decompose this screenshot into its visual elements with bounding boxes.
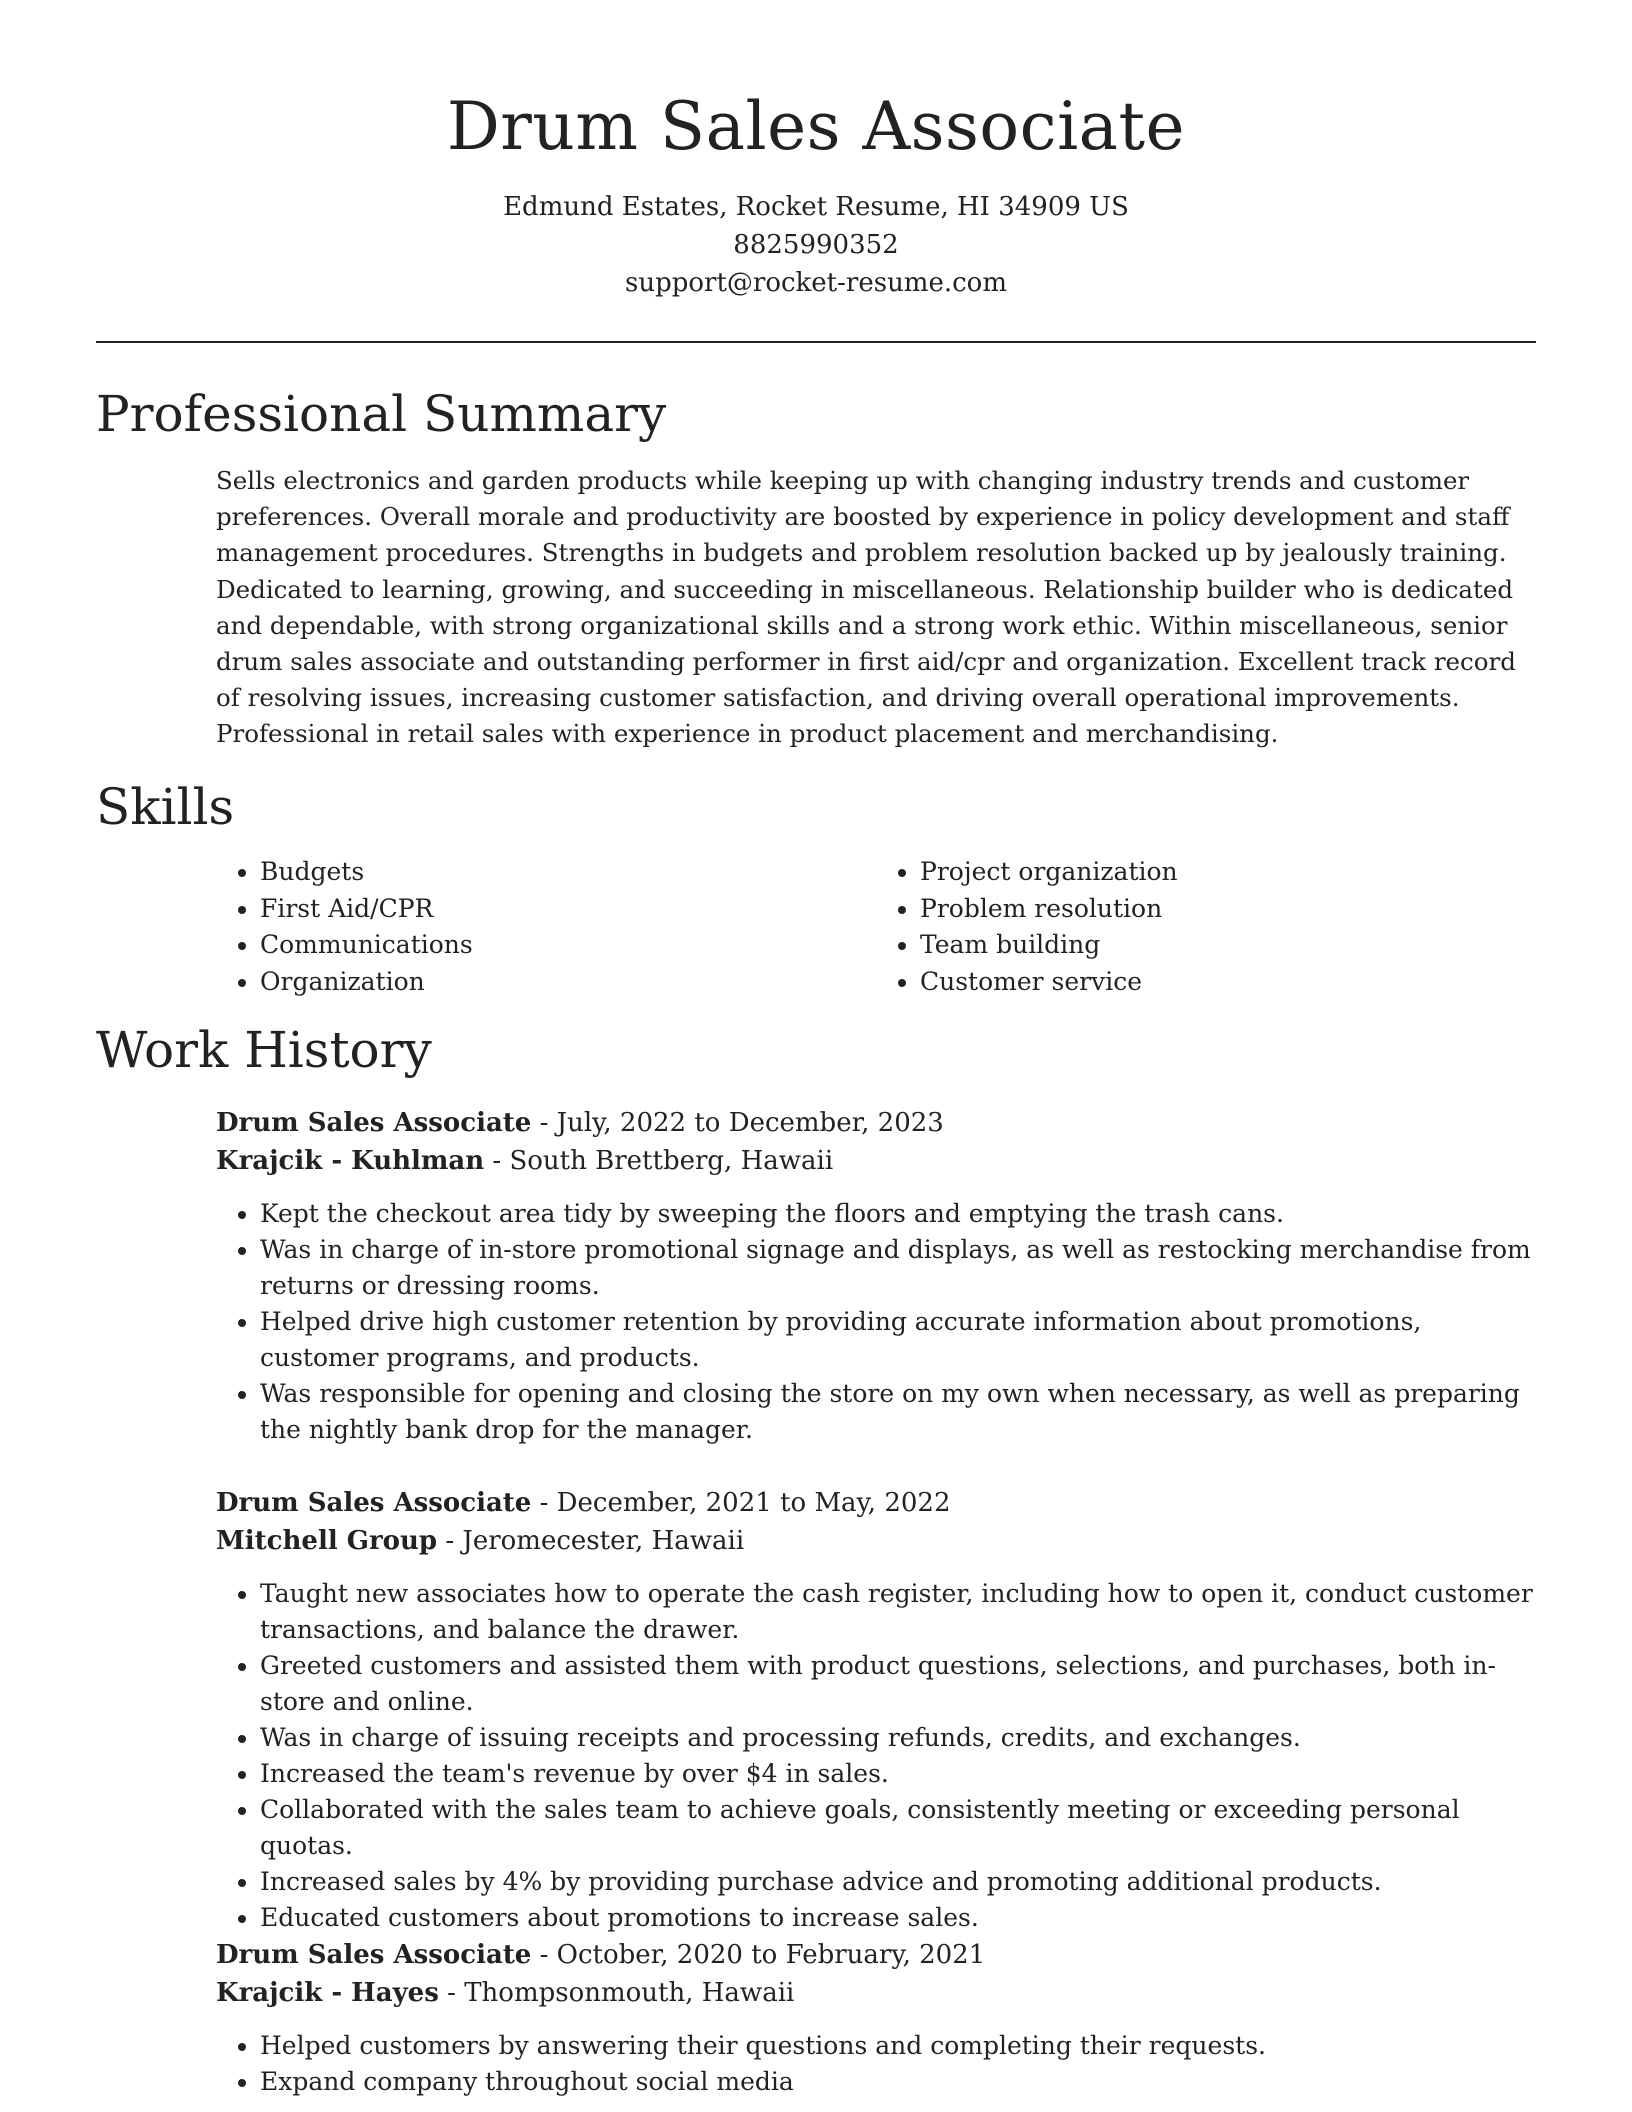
work-history-heading: Work History xyxy=(96,1021,432,1079)
summary-heading: Professional Summary xyxy=(96,385,667,443)
skill-item: • Project organization xyxy=(920,854,1536,891)
skill-item: • Organization xyxy=(260,964,876,1001)
job-bullet: • Was in charge of issuing receipts and processing refunds, credits, and exchanges. xyxy=(260,1720,1536,1756)
contact-email: support@rocket-resume.com xyxy=(624,268,1007,298)
job-entry xyxy=(216,1104,1536,1448)
job-title-line: Drum Sales Associate - December, 2021 to May, 2022 xyxy=(216,1488,951,1518)
job-bullet: • Collaborated with the sales team to achieve goals, consistently meeting or exceeding personal quotas. xyxy=(260,1792,1536,1864)
skills-column-left xyxy=(216,854,876,1000)
skill-item: • Customer service xyxy=(920,964,1536,1001)
job-title: Drum Sales Associate xyxy=(216,1940,532,1970)
job-company-line: Krajcik - Kuhlman - South Brettberg, Hawaii xyxy=(216,1146,834,1176)
skills-column-right xyxy=(876,854,1536,1000)
job-bullets xyxy=(216,1196,1536,1448)
contact-address: Edmund Estates, Rocket Resume, HI 34909 US xyxy=(503,192,1129,222)
job-entry xyxy=(216,1936,1536,2100)
job-dates: October, 2020 to February, 2021 xyxy=(556,1940,986,1970)
job-bullet: • Increased sales by 4% by providing purchase advice and promoting additional products. xyxy=(260,1864,1536,1900)
job-title: Drum Sales Associate xyxy=(216,1488,532,1518)
skill-item: • Communications xyxy=(260,927,876,964)
job-bullet: • Kept the checkout area tidy by sweeping the floors and emptying the trash cans. xyxy=(260,1196,1536,1232)
job-company: Mitchell Group xyxy=(216,1526,438,1556)
job-company-line: Mitchell Group - Jeromecester, Hawaii xyxy=(216,1526,745,1556)
job-title-line: Drum Sales Associate - October, 2020 to February, 2021 xyxy=(216,1940,986,1970)
candidate-name: Drum Sales Associate xyxy=(446,88,1186,165)
job-bullet: • Helped drive high customer retention by providing accurate information about promotions, customer programs, and products. xyxy=(260,1304,1536,1376)
skill-item: • Team building xyxy=(920,927,1536,964)
job-location: Jeromecester, Hawaii xyxy=(462,1526,745,1556)
job-bullets xyxy=(216,2028,1536,2100)
job-company: Krajcik - Kuhlman xyxy=(216,1146,485,1176)
job-bullet: • Increased the team's revenue by over $4 in sales. xyxy=(260,1756,1536,1792)
job-bullet: • Was responsible for opening and closing the store on my own when necessary, as well as preparing the nightly bank drop for the manager. xyxy=(260,1376,1536,1448)
header-divider xyxy=(96,341,1536,343)
job-bullet: • Expand company throughout social media xyxy=(260,2064,1536,2100)
contact-phone: 8825990352 xyxy=(733,230,899,260)
job-bullet: • Educated customers about promotions to increase sales. xyxy=(260,1900,1536,1936)
job-title: Drum Sales Associate xyxy=(216,1108,532,1138)
job-entry xyxy=(216,1484,1536,1936)
skills-list xyxy=(216,854,1536,1000)
job-company: Krajcik - Hayes xyxy=(216,1978,439,2008)
skill-item: • First Aid/CPR xyxy=(260,891,876,928)
job-bullet: • Was in charge of in-store promotional signage and displays, as well as restocking merchandise from returns or dressing rooms. xyxy=(260,1232,1536,1304)
job-bullet: • Greeted customers and assisted them with product questions, selections, and purchases, both in-store and online. xyxy=(260,1648,1536,1720)
skills-heading: Skills xyxy=(96,778,235,836)
summary-text: Sells electronics and garden products while keeping up with changing industry trends and customer preferences. Overall morale and productivity are boosted by experience in policy development and staff management procedures. Strengths in budgets and problem resolution backed up by jealously training. Dedicated to learning, growing, and succeeding in miscellaneous. Relationship builder who is dedicated and dependable, with strong organizational skills and a strong work ethic. Within miscellaneous, senior drum sales associate and outstanding performer in first aid/cpr and organization. Excellent track record of resolving issues, increasing customer satisfaction, and driving overall operational improvements. Professional in retail sales with experience in product placement and merchandising. xyxy=(216,466,1516,749)
job-title-line: Drum Sales Associate - July, 2022 to December, 2023 xyxy=(216,1108,944,1138)
job-bullets xyxy=(216,1576,1536,1936)
job-dates: December, 2021 to May, 2022 xyxy=(556,1488,951,1518)
skill-item: • Problem resolution xyxy=(920,891,1536,928)
job-location: Thompsonmouth, Hawaii xyxy=(464,1978,795,2008)
job-bullet: • Helped customers by answering their questions and completing their requests. xyxy=(260,2028,1536,2064)
resume-header xyxy=(0,0,1632,302)
job-dates: July, 2022 to December, 2023 xyxy=(556,1108,944,1138)
job-location: South Brettberg, Hawaii xyxy=(509,1146,834,1176)
skill-item: • Budgets xyxy=(260,854,876,891)
job-bullet: • Taught new associates how to operate the cash register, including how to open it, conduct customer transactions, and balance the drawer. xyxy=(260,1576,1536,1648)
job-company-line: Krajcik - Hayes - Thompsonmouth, Hawaii xyxy=(216,1978,795,2008)
